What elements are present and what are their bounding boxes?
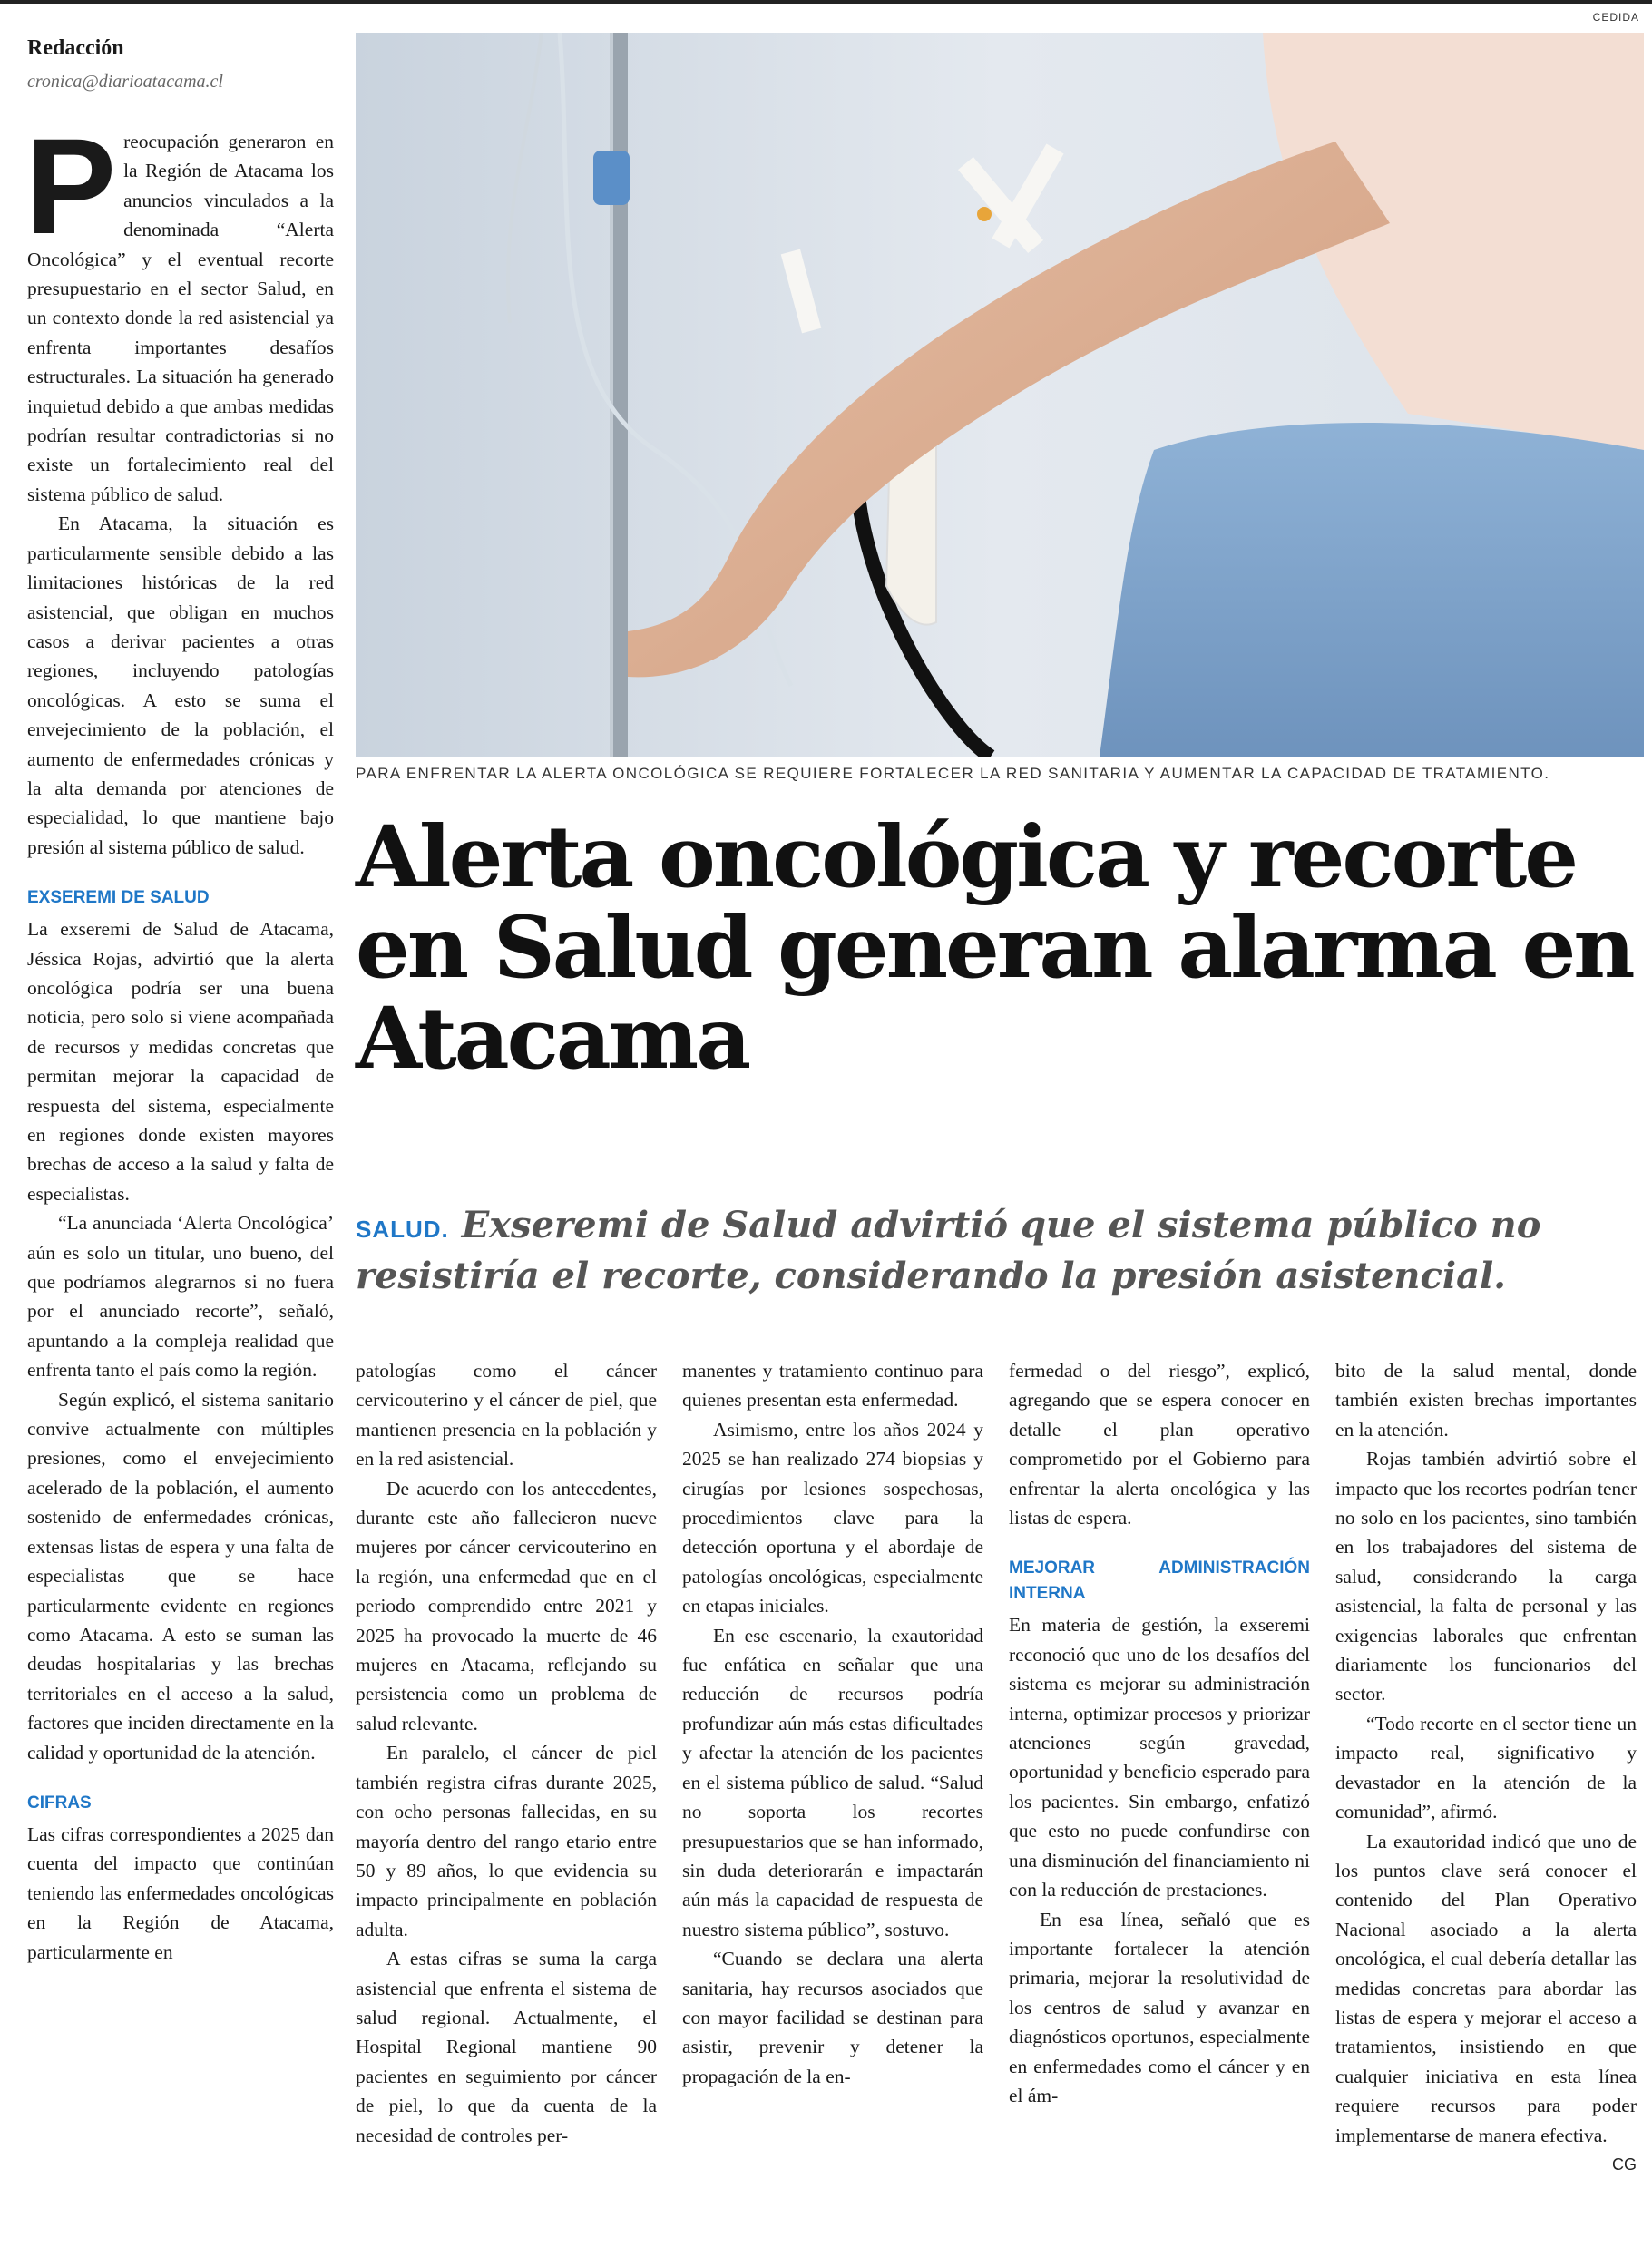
top-rule <box>0 0 1652 4</box>
photo-credit: CEDIDA <box>1592 11 1639 24</box>
section-label: SALUD. <box>356 1216 449 1243</box>
paragraph: bito de la salud mental, donde también existen brechas importantes en la atención. <box>1335 1360 1637 1441</box>
paragraph: La exautoridad indicó que uno de los puntos clave será conocer el contenido del Plan Operativo Nacional asociado a la alerta oncológica, el cual debería detallar las medidas concretas para abordar las listas de espera y mejorar el acceso a tratamientos, insistiendo en que cualquier iniciativa en esta línea requiere recursos para poder implementarse de manera efectiva. CG <box>1335 1827 1637 2150</box>
subheading: MEJORAR ADMINISTRACIÓN INTERNA <box>1009 1558 1310 1604</box>
paragraph: Rojas también advirtió sobre el impacto que los recortes podrían tener no solo en los pacientes, sino también en los trabajadores del sistema de salud, considerando la carga asistencial, la falta de personal y las exigencias laborales que enfrentan diariamente los funcionarios del sector. <box>1335 1448 1637 1705</box>
paragraph: fermedad o del riesgo”, explicó, agregando que se espera conocer en detalle el plan operativo comprometido por el Gobierno para enfrentar la alerta oncológica y las listas de espera. <box>1009 1360 1310 1529</box>
subheading: EXSEREMI DE SALUD <box>27 888 210 908</box>
paragraph: Las cifras correspondientes a 2025 dan cuenta del impacto que continúan teniendo las enfermedades oncológicas en la Región de Atacama, particularmente en <box>27 1822 334 1963</box>
paragraph: En Atacama, la situación es particularmente sensible debido a las limitaciones históricas de la red asistencial, que obligan en muchos casos a derivar pacientes a otras regiones, incluyendo patologías oncológicas. A esto se suma el envejecimiento de la población, el aumento de enfermedades crónicas y la alta demanda por atenciones de especialidad, lo que mantiene bajo presión al sistema público de salud. <box>27 513 334 858</box>
article-photo <box>356 33 1644 757</box>
article-column-4 <box>1009 1356 1310 2110</box>
drop-cap: P <box>25 110 117 262</box>
article-column-1 <box>25 110 334 1967</box>
article-column-3 <box>682 1356 983 2091</box>
paragraph: En esa línea, señaló que es importante fortalecer la atención primaria, mejorar la resolutividad de los centros de salud y avanzar en diagnósticos oportunos, especialmente en enfermedades como el cáncer y en el ám- <box>1009 1908 1310 2106</box>
iv-drip-arm-illustration <box>356 33 1644 757</box>
paragraph: En paralelo, el cáncer de piel también registra cifras durante 2025, con ocho personas fallecidas, en su mayoría dentro del rango etario entre 50 y 89 años, lo que evidencia su impacto principalmente en población adulta. <box>356 1742 657 1940</box>
end-mark: CG <box>1612 2154 1637 2174</box>
paragraph: En materia de gestión, la exseremi reconoció que uno de los desafíos del sistema es mejorar su administración interna, optimizar procesos y priorizar atenciones según gravedad, oportunidad y beneficio esperado para los pacientes. Sin embargo, enfatizó que esto no puede confundirse con una disminución del financiamiento ni con la reducción de prestaciones. <box>1009 1614 1310 1901</box>
paragraph: patologías como el cáncer cervicouterino y el cáncer de piel, que mantienen presencia en la población y en la red asistencial. <box>356 1360 657 1470</box>
paragraph: La exseremi de Salud de Atacama, Jéssica Rojas, advirtió que la alerta oncológica podría ser una buena noticia, pero solo si viene acompañada de recursos y medidas concretas que permitan mejorar la capacidad de respuesta del sistema, especialmente en regiones donde existen mayores brechas de acceso a la salud y falta de especialistas. <box>27 918 334 1205</box>
paragraph: En ese escenario, la exautoridad fue enfática en señalar que una reducción de recursos podría profundizar aún más estas dificultades y afectar la atención de los pacientes en el sistema público de salud. “Salud no soporta los recortes presupuestarios que se han informado, sin duda deteriorarán e impactarán aún más la capacidad de respuesta de nuestro sistema público”, sostuvo. <box>682 1624 983 1940</box>
article-column-2 <box>356 1356 657 2150</box>
paragraph: “Cuando se declara una alerta sanitaria, hay recursos asociados que con mayor facilidad se destinan para asistir, prevenir y detener la propagación de la en- <box>682 1948 983 2087</box>
paragraph: “La anunciada ‘Alerta Oncológica’ aún es solo un titular, uno bueno, del que podríamos alegrarnos si no fuera por el anunciado recorte”, señaló, apuntando a la compleja realidad que enfrenta tanto el país como la región. <box>27 1212 334 1382</box>
lead-paragraph: Preocupación generaron en la Región de Atacama los anuncios vinculados a la denominada “Alerta Oncológica” y el eventual recorte presupuestario en el sector Salud, en un contexto donde la red asistencial ya enfrenta importantes desafíos estructurales. La situación ha generado inquietud debido a que ambas medidas podrían resultar contradictorias si no existe un fortalecimiento real del sistema público de salud. <box>25 110 334 505</box>
paragraph: “Todo recorte en el sector tiene un impacto real, significativo y devastador en la atención de la comunidad”, afirmó. <box>1335 1712 1637 1823</box>
paragraph: Asimismo, entre los años 2024 y 2025 se han realizado 274 biopsias y cirugías por lesiones sospechosas, procedimientos clave para la detección oportuna y el abordaje de patologías oncológicas, especialmente en etapas iniciales. <box>682 1418 983 1617</box>
article-column-5 <box>1335 1356 1637 2179</box>
paragraph: manentes y tratamiento continuo para quienes presentan esta enfermedad. <box>682 1360 983 1412</box>
paragraph: Según explicó, el sistema sanitario convive actualmente con múltiples presiones, como el envejecimiento acelerado de la población, el aumento sostenido de enfermedades crónicas, extensas listas de espera y una falta de especialistas que se hace particularmente evidente en regiones como Atacama. A esto se suman las deudas hospitalarias y las brechas territoriales en el acceso a la salud, factores que inciden directamente en la calidad y oportunidad de la atención. <box>27 1388 334 1764</box>
paragraph: De acuerdo con los antecedentes, durante este año fallecieron nueve mujeres por cáncer cervicouterino en la región, una enfermedad que en el periodo comprendido entre 2021 y 2025 ha provocado la muerte de 46 mujeres en Atacama, reflejando su persistencia como un problema de salud relevante. <box>356 1477 657 1734</box>
author-name: Redacción <box>27 36 124 60</box>
author-email: cronica@diarioatacama.cl <box>27 72 223 92</box>
deck <box>356 1202 1644 1300</box>
headline: Alerta oncológica y recorte en Salud generan alarma en Atacama <box>356 807 1633 1089</box>
paragraph: A estas cifras se suma la carga asistencial que enfrenta el sistema de salud regional. Actualmente, el Hospital Regional mantiene 90 pacientes en seguimiento por cáncer de piel, lo que da cuenta de la necesidad de controles per- <box>356 1948 657 2146</box>
deck-text: Exseremi de Salud advirtió que el sistema público no resistiría el recorte, considerando la presión asistencial. <box>356 1204 1541 1297</box>
subheading: CIFRAS <box>27 1793 92 1812</box>
photo-caption: PARA ENFRENTAR LA ALERTA ONCOLÓGICA SE REQUIERE FORTALECER LA RED SANITARIA Y AUMENTAR LA CAPACIDAD DE TRATAMIENTO. <box>356 765 1550 782</box>
byline <box>27 36 336 93</box>
